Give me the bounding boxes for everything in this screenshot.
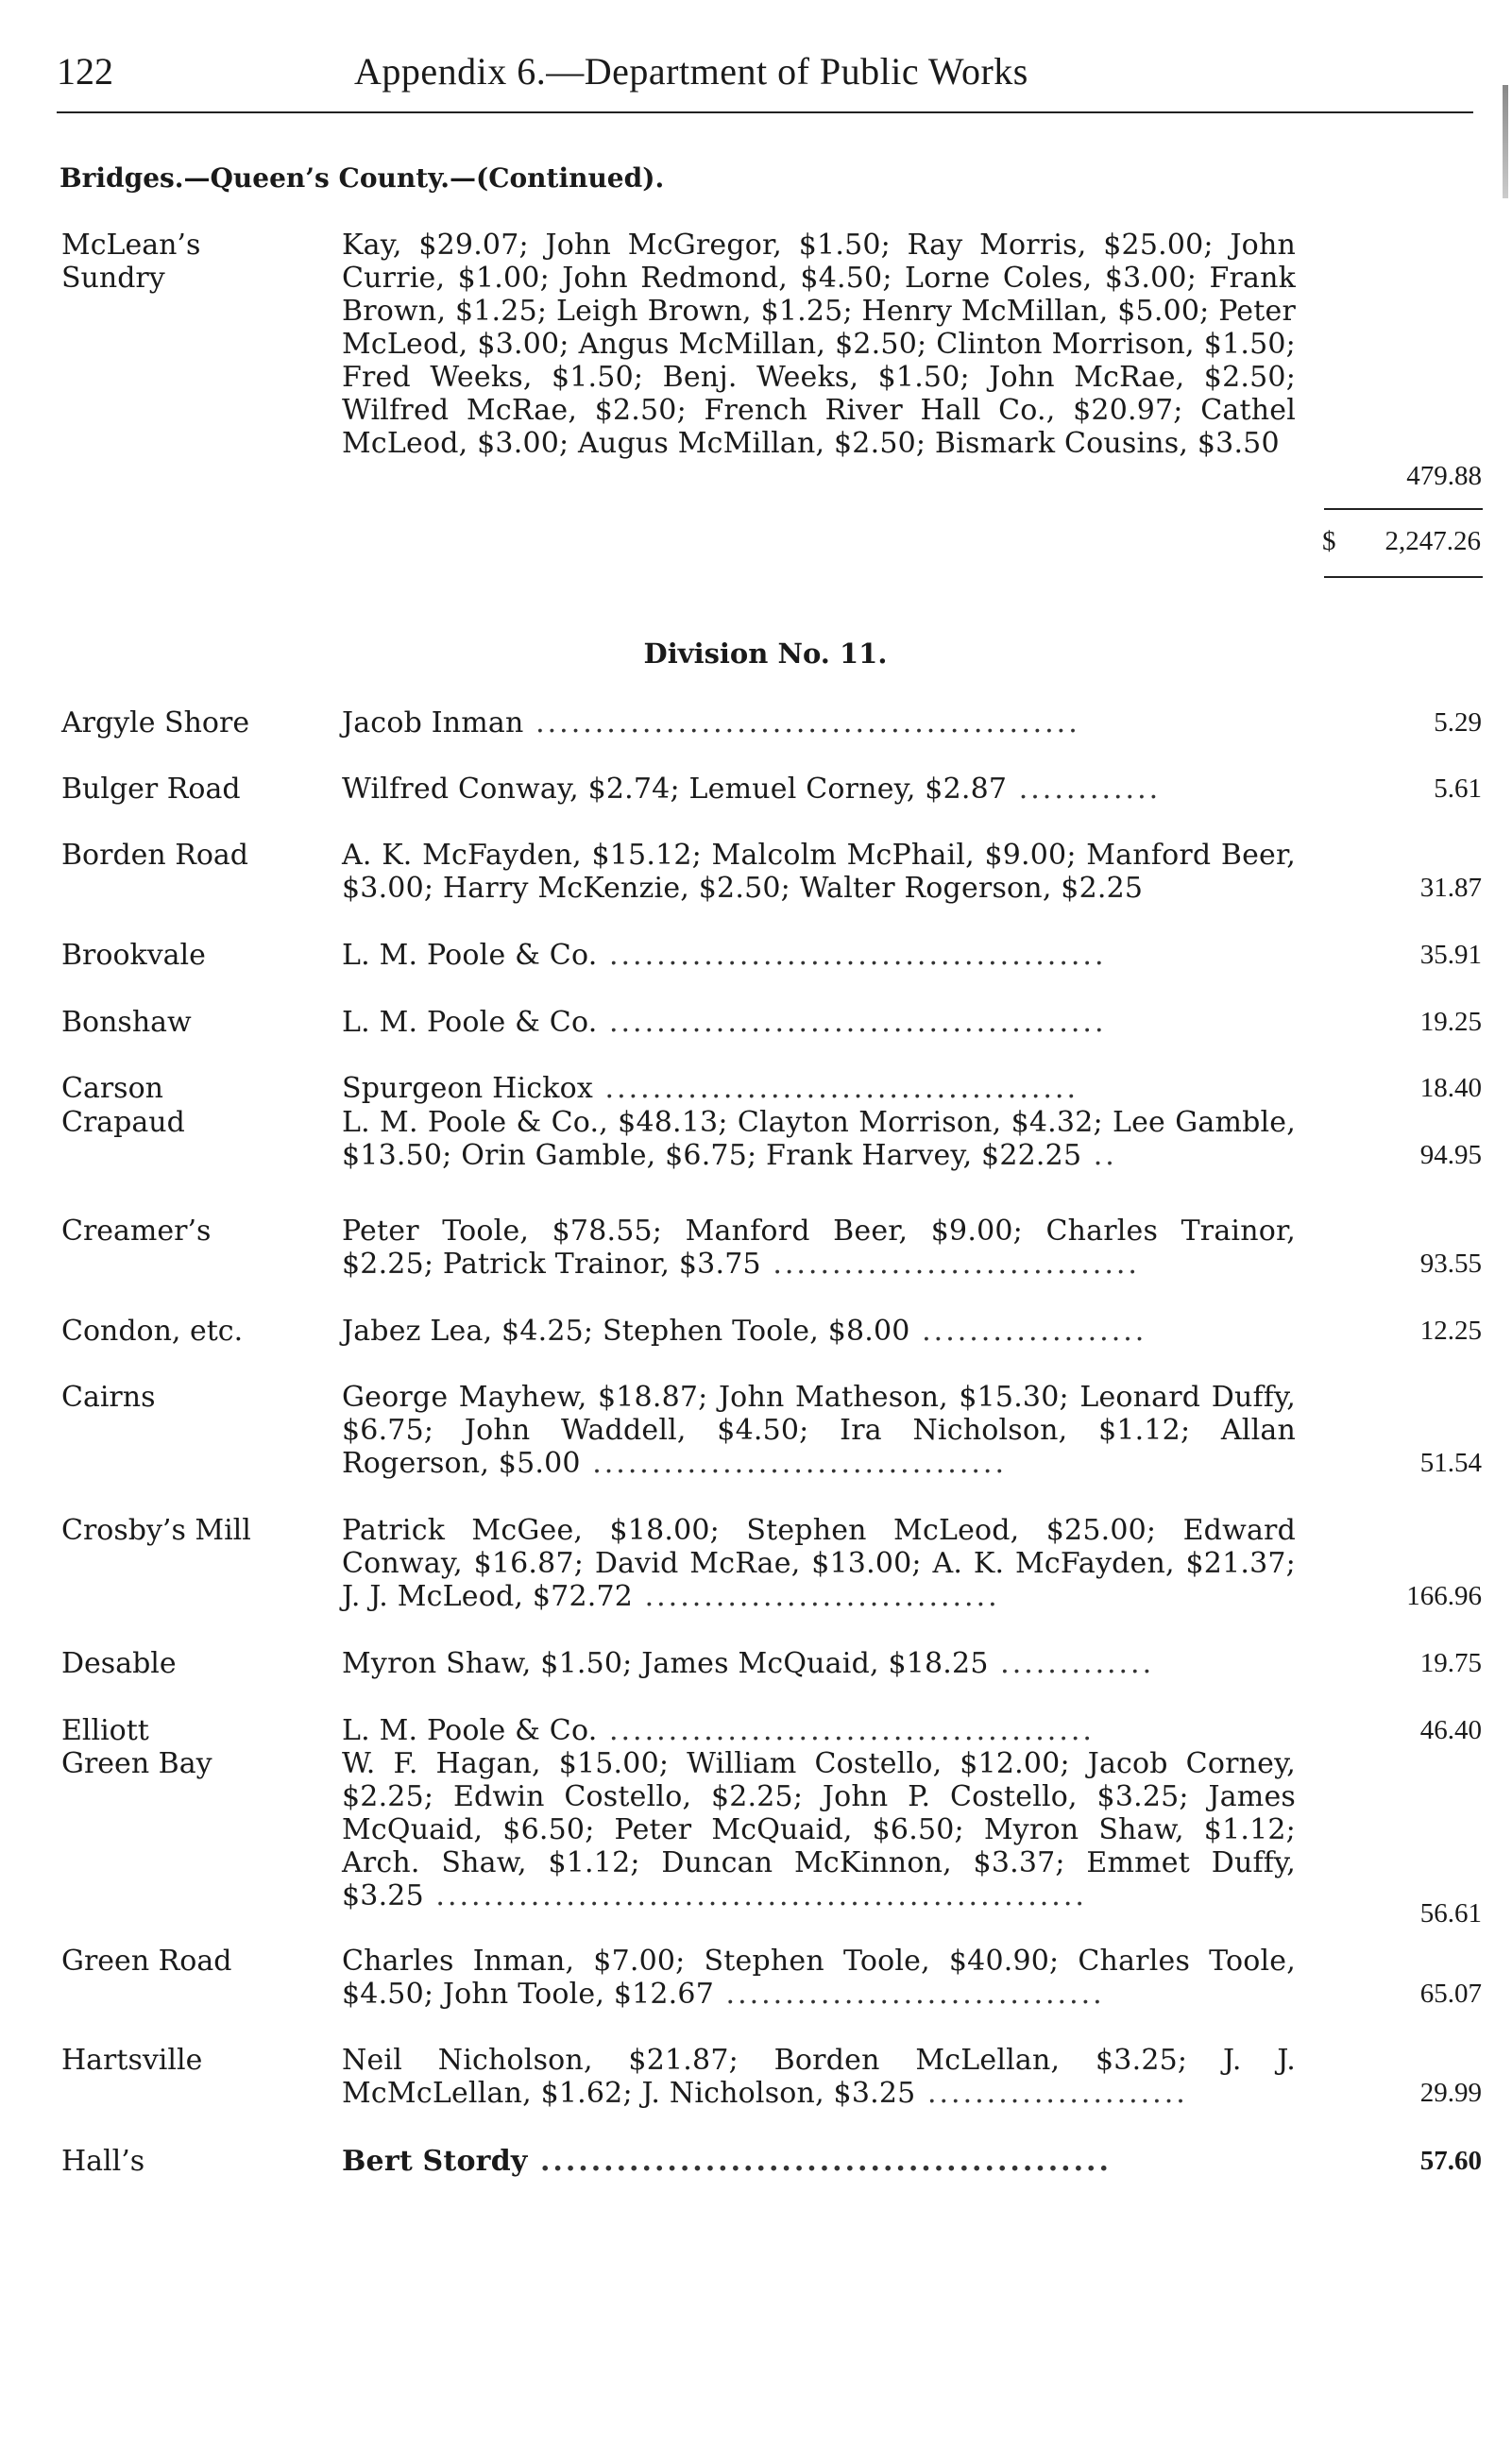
entry-place: Condon, etc. — [61, 1315, 244, 1348]
entry-amount: 65.07 — [1419, 1979, 1482, 2009]
entry-text — [342, 2044, 1296, 2110]
entry-amount: 18.40 — [1419, 1073, 1482, 1103]
entry-amount: 35.91 — [1419, 940, 1482, 970]
header-rule — [57, 111, 1473, 113]
entry-text: A. K. McFayden, $15.12; Malcolm McPhail, $9.00; Manford Beer, $3.00; Harry McKenzie, $2.50; Walter Rogerson, $2.25 — [342, 839, 1296, 905]
dot-leader: .............................. — [633, 1580, 1000, 1613]
entry-place: Carson — [61, 1072, 163, 1105]
entry-text — [342, 1315, 1296, 1348]
page-number: 122 — [57, 50, 113, 93]
entry-place: Hartsville — [61, 2044, 203, 2077]
entry-amount: 479.88 — [1406, 461, 1482, 491]
dot-leader: .............................................. — [523, 706, 1080, 739]
dot-leader: ............................................. — [527, 2145, 1112, 2178]
entry-text-content: Charles Inman, $7.00; Stephen Toole, $40.90; Charles Toole, $4.50; John Toole, $12.67 — [342, 1945, 1296, 2011]
dot-leader: ............ — [1007, 773, 1162, 806]
entry-place: Desable — [61, 1647, 177, 1680]
entry-amount: 46.40 — [1419, 1715, 1482, 1745]
entry-amount: 19.75 — [1419, 1648, 1482, 1678]
entry-text — [342, 939, 1296, 972]
total-currency: $ — [1322, 526, 1336, 556]
entry-amount: 51.54 — [1419, 1448, 1482, 1478]
entry-text — [342, 1514, 1296, 1613]
page-edge-shadow — [1503, 85, 1508, 198]
entry-text-content: L. M. Poole & Co. — [342, 1714, 598, 1747]
entry-text-content: Jacob Inman — [342, 706, 524, 739]
section-title: Bridges.—Queen’s County.—(Continued). — [59, 162, 665, 194]
entry-text — [342, 773, 1296, 806]
dot-leader: ................... — [909, 1315, 1147, 1348]
entry-amount: 5.29 — [1434, 707, 1482, 738]
entry-text — [342, 1714, 1296, 1747]
entry-place: Green Road — [61, 1945, 232, 1978]
entry-amount: 94.95 — [1419, 1140, 1482, 1170]
page-header — [57, 49, 1473, 106]
entry-text-content: Kay, $29.07; John McGregor, $1.50; Ray Morris, $25.00; John Currie, $1.00; John Redmond, $4.50; Lorne Coles, $3.00; Frank Brown, $1.25; Leigh Brown, $1.25; Henry McMillan, $5.00; Peter McLeod, $3.00; Angus McMillan, $2.50; Clinton Morrison, $1.50; Fred Weeks, $1.50; Benj. Weeks, $1.50; John McRae, $2.50; Wilfred McRae, $2.50; French River Hall Co., $20.97; Cathel McLeod, $3.00; Augus McMillan, $2.50; Bismark Cousins, $3.50 — [342, 229, 1296, 460]
dot-leader: ........................................ — [593, 1072, 1079, 1105]
entry-text — [342, 1747, 1296, 1912]
entry-place: Bonshaw — [61, 1006, 192, 1039]
division-title: Division No. 11. — [643, 637, 888, 670]
entry-text-content: Neil Nicholson, $21.87; Borden McLellan, $3.25; J. J. McMcLellan, $1.62; J. Nicholson, $3.25 — [342, 2044, 1296, 2110]
entry-text — [342, 229, 1296, 460]
entry-place: Cairns — [61, 1381, 156, 1414]
entry-text-content: L. M. Poole & Co. — [342, 1006, 598, 1039]
entry-place: Bulger Road — [61, 773, 241, 806]
entry-amount: 12.25 — [1419, 1316, 1482, 1346]
entry-text-content: Peter Toole, $78.55; Manford Beer, $9.00; Charles Trainor, $2.25; Patrick Trainor, $3.75 — [342, 1215, 1296, 1281]
entry-place-line: McLean’s — [61, 229, 201, 262]
dot-leader: ....................................................... — [423, 1879, 1087, 1912]
total-rule-top — [1324, 508, 1483, 510]
entry-text — [342, 2145, 1296, 2178]
entry-place: Elliott — [61, 1714, 149, 1747]
entry-text-content: Wilfred Conway, $2.74; Lemuel Corney, $2.87 — [342, 773, 1008, 806]
dot-leader: ...................... — [915, 2077, 1188, 2110]
entry-place: Argyle Shore — [61, 706, 250, 739]
entry-text — [342, 1006, 1296, 1039]
entry-text-content: Myron Shaw, $1.50; James McQuaid, $18.25 — [342, 1647, 989, 1680]
entry-text-content: Bert Stordy — [342, 2145, 528, 2178]
entry-amount: 166.96 — [1406, 1581, 1482, 1611]
entry-place: Crosby’s Mill — [61, 1514, 251, 1547]
entry-text — [342, 1215, 1296, 1281]
entry-amount: 56.61 — [1419, 1898, 1482, 1929]
dot-leader: .......................................... — [597, 1006, 1107, 1039]
entry-place: Borden Road — [61, 839, 249, 872]
entry-text-content: L. M. Poole & Co. — [342, 939, 598, 972]
entry-place: Crapaud — [61, 1106, 185, 1139]
running-title: Appendix 6.—Department of Public Works — [354, 50, 1028, 93]
entry-amount: 93.55 — [1419, 1249, 1482, 1279]
entry-text-content: Patrick McGee, $18.00; Stephen McLeod, $25.00; Edward Conway, $16.87; David McRae, $13.00; A. K. McFayden, $21.37; J. J. McLeod, $72.72 — [342, 1514, 1296, 1613]
dot-leader: .. — [1081, 1139, 1117, 1172]
total-rule-bottom — [1324, 576, 1483, 578]
entry-place: Brookvale — [61, 939, 206, 972]
entry-text — [342, 1072, 1296, 1105]
dot-leader: ................................... — [580, 1447, 1007, 1480]
total-value: 2,247.26 — [1385, 526, 1481, 556]
entry-text-content: Spurgeon Hickox — [342, 1072, 594, 1105]
entry-text — [342, 1647, 1296, 1680]
entry-text — [342, 1106, 1296, 1172]
entry-text — [342, 706, 1296, 739]
entry-place-line: Sundry — [61, 262, 165, 295]
entry-place: Hall’s — [61, 2145, 145, 2178]
entry-text-content: L. M. Poole & Co., $48.13; Clayton Morrison, $4.32; Lee Gamble, $13.50; Orin Gamble, $6.75; Frank Harvey, $22.25 — [342, 1106, 1296, 1172]
dot-leader: ......................................... — [597, 1714, 1095, 1747]
dot-leader: ............................... — [760, 1248, 1140, 1281]
dot-leader: .......................................... — [597, 939, 1107, 972]
entry-amount: 29.99 — [1419, 2078, 1482, 2108]
entry-amount: 19.25 — [1419, 1007, 1482, 1037]
entry-text-content: W. F. Hagan, $15.00; William Costello, $12.00; Jacob Corney, $2.25; Edwin Costello, $2.25; John P. Costello, $3.25; James McQuaid, $6.50; Peter McQuaid, $6.50; Myron Shaw, $1.12; Arch. Shaw, $1.12; Duncan McKinnon, $3.37; Emmet Duffy, $3.25 — [342, 1747, 1296, 1912]
entry-place — [61, 229, 335, 295]
entry-amount: 5.61 — [1434, 773, 1482, 804]
entry-amount: 31.87 — [1419, 873, 1482, 903]
entry-amount: 57.60 — [1419, 2146, 1482, 2176]
entry-text — [342, 1381, 1296, 1480]
dot-leader: ................................ — [714, 1978, 1105, 2011]
entry-place: Creamer’s — [61, 1215, 212, 1248]
entry-text — [342, 1945, 1296, 2011]
entry-text-content: Jabez Lea, $4.25; Stephen Toole, $8.00 — [342, 1315, 910, 1348]
entry-text-content: George Mayhew, $18.87; John Matheson, $15.30; Leonard Duffy, $6.75; John Waddell, $4.50; Ira Nicholson, $1.12; Allan Rogerson, $5.00 — [342, 1381, 1296, 1480]
entry-place: Green Bay — [61, 1747, 212, 1780]
dot-leader: ............. — [988, 1647, 1155, 1680]
